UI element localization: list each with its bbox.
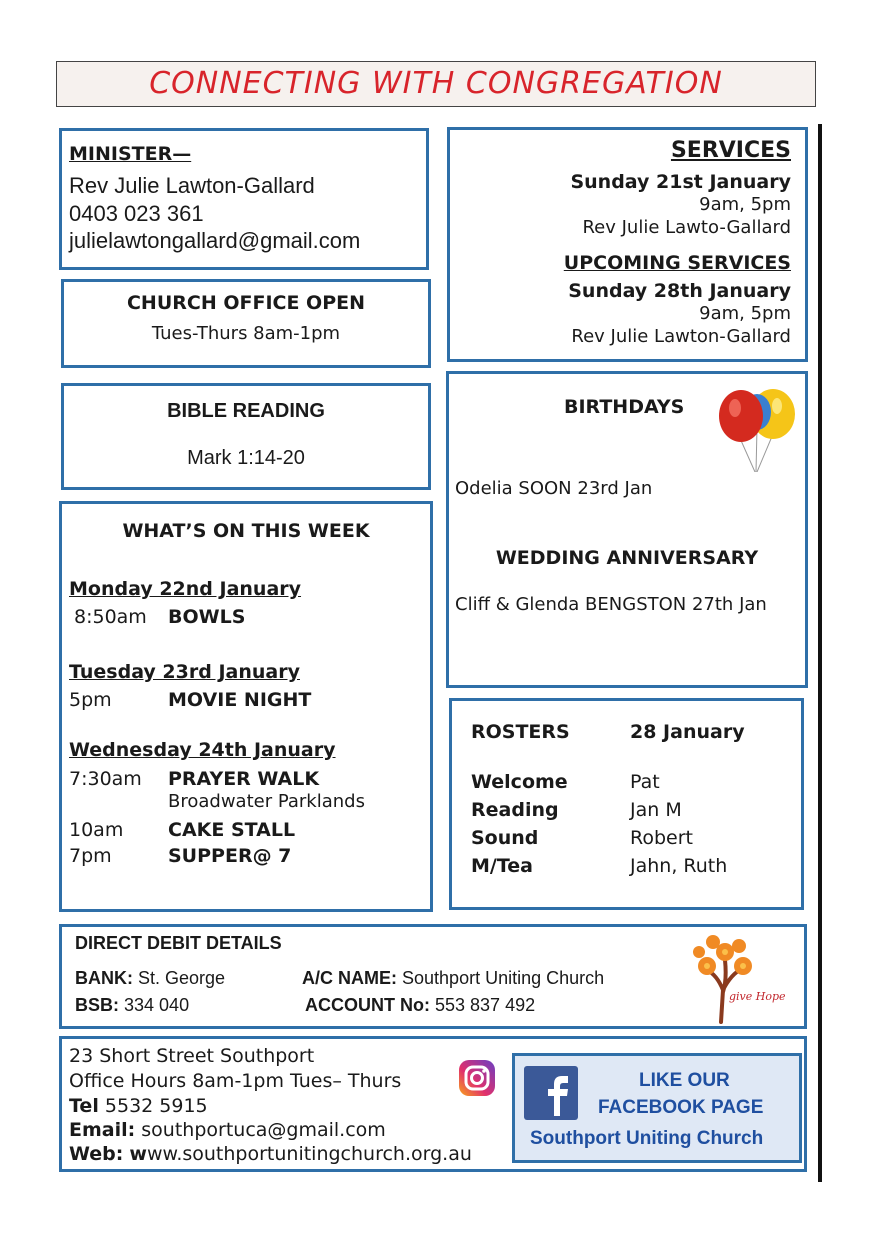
direct-debit-box bbox=[59, 924, 807, 1029]
anniversary-heading: WEDDING ANNIVERSARY bbox=[495, 547, 759, 569]
upcoming-leader: Rev Julie Lawton-Gallard bbox=[571, 326, 791, 347]
services-box bbox=[447, 127, 808, 362]
roster-role-4: M/Tea bbox=[471, 855, 533, 877]
web-value-bold: w bbox=[129, 1143, 147, 1165]
monday-event: BOWLS bbox=[168, 606, 246, 628]
roster-role-1: Welcome bbox=[471, 771, 568, 793]
roster-role-2: Reading bbox=[471, 799, 559, 821]
acname-label: A/C NAME: bbox=[302, 968, 397, 988]
contact-web bbox=[69, 1143, 472, 1165]
wednesday-event-3: SUPPER@ 7 bbox=[168, 845, 292, 867]
page-title: CONNECTING WITH CONGREGATION bbox=[149, 66, 723, 101]
wednesday-event-1: PRAYER WALK bbox=[168, 768, 320, 790]
wednesday-time-2: 10am bbox=[69, 819, 124, 841]
rosters-date: 28 January bbox=[630, 721, 745, 743]
contact-hours: Office Hours 8am-1pm Tues– Thurs bbox=[69, 1070, 402, 1092]
acno-label: ACCOUNT No: bbox=[305, 995, 430, 1015]
bible-heading: BIBLE READING bbox=[167, 400, 325, 422]
email-label: Email: bbox=[69, 1119, 136, 1141]
contact-tel bbox=[69, 1095, 208, 1117]
web-link[interactable] bbox=[129, 1143, 471, 1165]
rosters-heading: ROSTERS bbox=[471, 721, 570, 743]
tuesday-heading: Tuesday 23rd January bbox=[69, 661, 300, 683]
vertical-divider bbox=[818, 124, 822, 1182]
birthday-entry: Odelia SOON 23rd Jan bbox=[455, 478, 653, 499]
upcoming-heading: UPCOMING SERVICES bbox=[563, 252, 791, 274]
debit-bsb bbox=[75, 995, 189, 1016]
monday-time: 8:50am bbox=[74, 606, 147, 628]
whats-on-heading: WHAT’S ON THIS WEEK bbox=[122, 520, 370, 542]
services-times: 9am, 5pm bbox=[699, 194, 791, 215]
wednesday-time-3: 7pm bbox=[69, 845, 112, 867]
roster-name-4: Jahn, Ruth bbox=[630, 855, 728, 877]
anniversary-entry: Cliff & Glenda BENGSTON 27th Jan bbox=[455, 594, 767, 615]
services-date: Sunday 21st January bbox=[570, 171, 791, 193]
minister-phone: 0403 023 361 bbox=[69, 201, 204, 226]
acname-value: Southport Uniting Church bbox=[402, 968, 605, 988]
office-hours: Tues-Thurs 8am-1pm bbox=[151, 323, 341, 344]
office-box bbox=[61, 279, 431, 368]
whats-on-box bbox=[59, 501, 433, 912]
rosters-box bbox=[449, 698, 804, 910]
minister-email[interactable]: julielawtongallard@gmail.com bbox=[69, 228, 361, 253]
title-banner bbox=[56, 61, 816, 107]
give-hope-text: give Hope bbox=[729, 990, 786, 1003]
email-value[interactable]: southportuca@gmail.com bbox=[141, 1119, 386, 1141]
bsb-value: 334 040 bbox=[124, 995, 190, 1015]
tel-label: Tel bbox=[69, 1095, 99, 1117]
facebook-like-line2: FACEBOOK PAGE bbox=[598, 1097, 764, 1118]
tel-value[interactable]: 5532 5915 bbox=[104, 1095, 208, 1117]
office-heading: CHURCH OFFICE OPEN bbox=[126, 292, 366, 314]
wednesday-event-2: CAKE STALL bbox=[168, 819, 296, 841]
instagram-icon[interactable] bbox=[458, 1059, 496, 1097]
minister-box bbox=[59, 128, 429, 270]
minister-heading: MINISTER— bbox=[69, 143, 192, 165]
balloons-icon bbox=[717, 388, 801, 472]
monday-heading: Monday 22nd January bbox=[69, 578, 302, 600]
roster-name-3: Robert bbox=[630, 827, 693, 849]
acno-value: 553 837 492 bbox=[435, 995, 536, 1015]
roster-name-2: Jan M bbox=[630, 799, 682, 821]
upcoming-times: 9am, 5pm bbox=[699, 303, 791, 324]
bible-box bbox=[61, 383, 431, 490]
tree-logo-icon bbox=[687, 930, 797, 1025]
web-value: ww.southportunitingchurch.org.au bbox=[146, 1143, 472, 1165]
facebook-page-name: Southport Uniting Church bbox=[530, 1128, 764, 1149]
minister-name: Rev Julie Lawton-Gallard bbox=[69, 173, 315, 198]
bank-label: BANK: bbox=[75, 968, 133, 988]
upcoming-date: Sunday 28th January bbox=[568, 280, 791, 302]
facebook-icon bbox=[524, 1066, 578, 1120]
wednesday-heading: Wednesday 24th January bbox=[69, 739, 336, 761]
facebook-panel[interactable] bbox=[512, 1053, 802, 1163]
bank-value: St. George bbox=[138, 968, 226, 988]
birthdays-box bbox=[446, 371, 808, 688]
contact-email bbox=[69, 1119, 386, 1141]
services-leader: Rev Julie Lawto-Gallard bbox=[582, 217, 791, 238]
tuesday-event: MOVIE NIGHT bbox=[168, 689, 312, 711]
wednesday-note-1: Broadwater Parklands bbox=[168, 791, 365, 812]
debit-acno bbox=[305, 995, 535, 1016]
birthdays-heading: BIRTHDAYS bbox=[564, 396, 685, 418]
bsb-label: BSB: bbox=[75, 995, 119, 1015]
wednesday-time-1: 7:30am bbox=[69, 768, 142, 790]
facebook-like-line1: LIKE OUR bbox=[639, 1070, 730, 1091]
web-label: Web: bbox=[69, 1143, 124, 1165]
contact-address: 23 Short Street Southport bbox=[69, 1045, 315, 1067]
tuesday-time: 5pm bbox=[69, 689, 112, 711]
roster-name-1: Pat bbox=[630, 771, 660, 793]
debit-bank bbox=[75, 968, 225, 989]
debit-heading: DIRECT DEBIT DETAILS bbox=[75, 933, 282, 953]
debit-acname bbox=[302, 968, 604, 989]
contact-box bbox=[59, 1036, 807, 1172]
bible-reading: Mark 1:14-20 bbox=[187, 447, 305, 469]
roster-role-3: Sound bbox=[471, 827, 539, 849]
services-heading: SERVICES bbox=[670, 138, 791, 163]
